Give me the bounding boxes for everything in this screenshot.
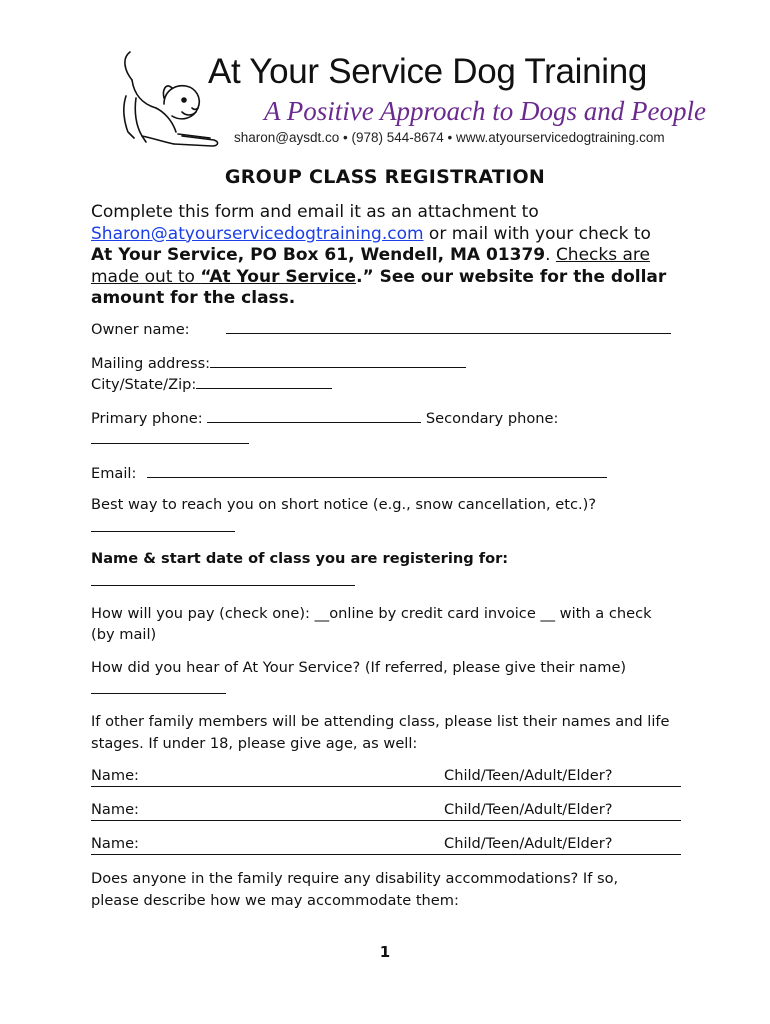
- class-field: [91, 548, 691, 570]
- family-name-label: Name:: [91, 801, 139, 818]
- mailing-address-field: [91, 352, 691, 375]
- mailing-address-blank[interactable]: [210, 352, 466, 368]
- class-blank[interactable]: [91, 570, 355, 586]
- company-name: At Your Service Dog Training: [208, 52, 648, 91]
- intro-after-link: or mail with your check to: [423, 223, 651, 244]
- referral-field: [91, 657, 691, 679]
- referral-line: [91, 678, 691, 701]
- city-state-zip-blank[interactable]: [196, 373, 332, 389]
- page-number: 1: [379, 943, 391, 961]
- email-label: Email:: [91, 465, 137, 482]
- secondary-phone-line: [91, 428, 691, 451]
- website-note: See our website for the dollar amount for the class.: [91, 266, 667, 308]
- family-stage-label: Child/Teen/Adult/Elder?: [444, 801, 613, 818]
- mailing-address-text: At Your Service, PO Box 61, Wendell, MA 01379: [91, 245, 546, 265]
- family-row-3[interactable]: [91, 834, 681, 855]
- payment-label-cont: (by mail): [91, 626, 157, 643]
- email-blank[interactable]: [147, 462, 607, 478]
- checks-note: Checks are made out to: [91, 245, 650, 287]
- referral-blank[interactable]: [91, 678, 226, 694]
- family-members-field: [91, 711, 681, 754]
- family-row-1[interactable]: [91, 766, 681, 787]
- best-way-blank[interactable]: [91, 516, 235, 532]
- family-row-2[interactable]: [91, 800, 681, 821]
- letterhead: [208, 52, 728, 145]
- secondary-phone-label: Secondary phone:: [425, 410, 559, 427]
- class-line: [91, 570, 691, 593]
- payment-label: How will you pay (check one): __online by credit card invoice __ with a check: [91, 605, 652, 622]
- payment-field: [91, 603, 691, 625]
- owner-name-label: Owner name:: [91, 321, 190, 338]
- email-field: [91, 462, 691, 485]
- city-state-zip-field: [91, 373, 691, 396]
- email-link[interactable]: Sharon@atyourservicedogtraining.com: [91, 223, 424, 244]
- class-label: Name & start date of class you are registering for:: [91, 550, 509, 567]
- best-way-line: [91, 516, 691, 539]
- disability-label: Does anyone in the family require any disability accommodations? If so, please describe how we may accommodate them:: [91, 870, 619, 909]
- family-name-label: Name:: [91, 767, 139, 784]
- intro-period: .: [545, 245, 556, 265]
- intro-paragraph: [91, 202, 691, 310]
- family-stage-label: Child/Teen/Adult/Elder?: [444, 835, 613, 852]
- referral-label: How did you hear of At Your Service? (If referred, please give their name): [91, 659, 627, 676]
- owner-name-field: [91, 318, 691, 341]
- family-members-label: If other family members will be attending class, please list their names and life stages. If under 18, please give age, as well:: [91, 713, 670, 752]
- phone-field: [91, 407, 691, 430]
- tagline: A Positive Approach to Dogs and People: [264, 96, 706, 126]
- best-way-label: Best way to reach you on short notice (e.g., snow cancellation, etc.)?: [91, 496, 597, 513]
- primary-phone-blank[interactable]: [207, 407, 421, 423]
- family-name-label: Name:: [91, 835, 139, 852]
- disability-field: [91, 868, 661, 911]
- secondary-phone-blank[interactable]: [91, 428, 249, 444]
- contact-info: sharon@aysdt.co • (978) 544-8674 • www.atyourservicedogtraining.com: [234, 130, 665, 145]
- mailing-address-label: Mailing address:: [91, 355, 211, 372]
- payment-field-cont: [91, 624, 691, 646]
- page-title: GROUP CLASS REGISTRATION: [224, 166, 546, 188]
- checks-payee: “At Your Service: [200, 266, 357, 287]
- owner-name-blank[interactable]: [226, 318, 671, 334]
- checks-close: .”: [356, 266, 374, 287]
- intro-line1: Complete this form and email it as an attachment to: [91, 202, 539, 222]
- best-way-field: [91, 494, 691, 516]
- primary-phone-label: Primary phone:: [91, 410, 203, 427]
- city-state-zip-label: City/State/Zip:: [91, 376, 197, 393]
- family-stage-label: Child/Teen/Adult/Elder?: [444, 767, 613, 784]
